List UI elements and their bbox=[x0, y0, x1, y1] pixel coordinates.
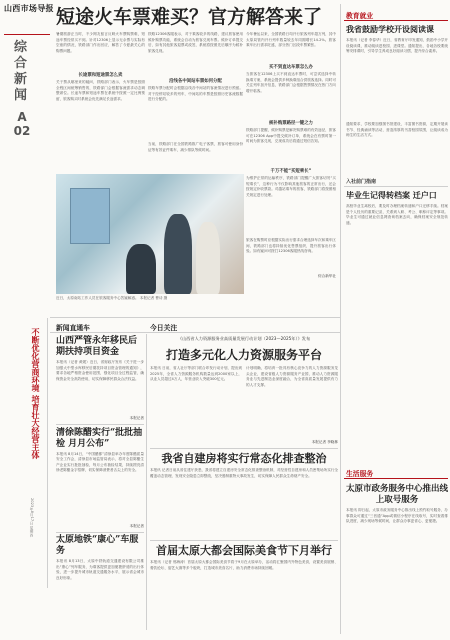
lead-col-3 bbox=[246, 32, 336, 312]
lead-photo bbox=[56, 174, 244, 294]
brief-text: 本报讯 8月14日，“中国醋都”清徐县举办年度陈醋质量安全工作会，清徐县市场监管局表示，将对全县陈醋生产企业实行批批抽检，每月公布抽检结果，持续擦亮清徐老陈醋金字招牌，切实保障消费者舌尖上的安全。 bbox=[56, 451, 144, 473]
brief-byline: 本报记者 bbox=[129, 523, 144, 528]
divider bbox=[150, 448, 338, 449]
edu-paragraph: 通知要求，学校要加强图书馆建设，丰富图书资源，定期开展读书节、经典诵读等活动，营造浓厚的书香校园氛围，让阅读成为师生的生活方式。 bbox=[346, 122, 448, 138]
divider bbox=[56, 424, 144, 425]
lead-paragraph: 铁路车票分配时会根据沿线各中间站的客流情况进行预留。对于经停站较多的列车，中间站的车票是按照历史客流数据进行分配的。 bbox=[148, 86, 243, 102]
lead-paragraph: 当前，铁路部门在全国铁路推广电子客票，旅客可使用身份证等有效证件乘车，减少排队等候时间。 bbox=[148, 142, 243, 152]
lead-subhead: 千万不能“买短乘长” bbox=[270, 169, 312, 174]
lead-subhead: 沿线各中间站车票如何分配 bbox=[169, 79, 222, 84]
brief-title: 山西严管永年移民后期扶持项目资金 bbox=[56, 336, 138, 357]
lead-paragraph: 旅客在购票时应根据实际出行需求合理选择车次和乘车区间，铁路部门也将持续优化售票组织，提升旅客出行体验。如有疑问可拨打12306客服热线咨询。 bbox=[246, 238, 336, 254]
divider bbox=[50, 317, 340, 318]
lead-col-2 bbox=[148, 32, 243, 172]
service-paragraph: 本报讯 即日起，太原市政务服务中心推出线上预约取号服务，办事群众可通过“三晋通”App或微信小程序在线取号，实时查看排队进度，减少现场等候时间，让群众办事更省心、更便捷。 bbox=[346, 508, 448, 524]
brief-text: 本报讯（记者 黄媛）近日，省财政厅发布《关于进一步加强大中型水库移民后期扶持项目资金管理的通知》，要求各地严格资金使用范围，强化项目全过程监管，确保资金安全高效使用，切实保障移民群众合法权益。 bbox=[56, 360, 144, 381]
masthead bbox=[4, 4, 54, 174]
lead-paragraph: 今年暑运以来，全国铁路日均开行旅客列车超万列，其中太原局管内开行列车数量较去年同期增长14.2%。旅客乘车出行需求旺盛，部分热门区段车票紧张。 bbox=[246, 32, 336, 48]
label-education: 教育就业 bbox=[346, 12, 374, 20]
brief-byline: 本报记者 bbox=[129, 416, 144, 420]
lead-paragraph: 为维护正常的运输秩序，铁路部门提醒广大旅客切勿“买短乘长”，这种行为不仅影响其他旅客的正常出行，还会按规定补收票款。对越站乘车的旅客，铁路部门将按照相关规定进行处理。 bbox=[246, 176, 336, 197]
header-rule bbox=[4, 34, 50, 35]
mid-byline: 本报记者 李晓林 bbox=[311, 440, 338, 444]
divider bbox=[146, 334, 147, 630]
lead-headline: 短途火车票难买？官方解答来了 bbox=[56, 6, 323, 28]
lead-subhead: 长途票和短途票怎么卖 bbox=[78, 73, 123, 78]
divider bbox=[56, 532, 144, 533]
photo-figure bbox=[126, 244, 156, 294]
label-entry-guide: 入社前门指南 bbox=[346, 179, 377, 185]
mid-headline-2: 我省自建房将实行常态化排查整治 bbox=[161, 452, 327, 465]
mid-headline: 打造多元化人力资源服务平台 bbox=[165, 348, 322, 362]
divider bbox=[344, 20, 448, 21]
lead-paragraph: 暑期旅游正当时，不少网友留言反映火车票购票难，短途车票经常买不到。针对12306上显示无余票与实际有空座的情况，铁路部门作出回应，解答了今夏最关心的购票问题。 bbox=[56, 32, 145, 53]
lead-byline: 综合新华社 bbox=[318, 274, 336, 278]
slogan-panel bbox=[0, 318, 48, 588]
briefs-column bbox=[56, 336, 144, 626]
brief-title: 清徐陈醋实行“批批抽检 月月公布” bbox=[56, 427, 143, 449]
mid-banner: 《山西省人力资源服务业高质量发展行动计划（2023—2025年）》发布 bbox=[177, 336, 311, 341]
brief-title: 太原地铁“康心”车服务 bbox=[56, 535, 139, 557]
lead-paragraph: 当旅客在12306上买不到直达车票时，可尝试选择中转换乘方案，系统会提供多种换乘组合供旅客选择。同时可关注列车加开信息，铁路部门会根据售票情况在热门方向增开临客。 bbox=[246, 72, 336, 93]
divider bbox=[344, 186, 448, 187]
mid-headline-3: 首届太原大都会国际美食节下月举行 bbox=[156, 544, 332, 557]
newspaper-logo: 山西市场导报 bbox=[4, 3, 54, 13]
lead-paragraph: 铁路部门提醒，候补购票是解决购票难的有效途径，旅客可在12306 App中提交候补订单，系统会在有票时第一时间为旅客兑现，兑现成功后将通过短信告知。 bbox=[246, 128, 336, 144]
mid-paragraph: 本报讯 记者日前从省住建厅获悉，我省将建立自建房安全常态化排查整治机制，对经营性自建房和人员密集场所实行全覆盖动态管理，发现安全隐患立即整改，坚决遏制重特大事故发生，切实保障人民群众生命财产安全。 bbox=[150, 468, 338, 478]
date-strip: 2023年8月17日 星期四 bbox=[30, 498, 34, 537]
label-today-focus: 今日关注 bbox=[150, 324, 178, 332]
brief-text: 本报讯 8月13日，太原中铁轨道交通建设有限公司推出“康心”列车服务，为乘客提供更加便捷舒适的出行体验，进一步提升城市轨道交通服务水平，展示省会城市良好形象。 bbox=[56, 559, 144, 580]
edu-paragraph: 本报讯（记者 李春华）近日，省教育厅印发通知，鼓励中小学开设阅读课，推动阅读进校园、进课堂。通知提出，各地各校要统筹安排课时，引导学生养成良好阅读习惯，提升综合素养。 bbox=[346, 38, 448, 54]
lead-subhead: 买不到直达车票怎么办 bbox=[269, 65, 313, 70]
divider bbox=[340, 4, 341, 634]
divider bbox=[150, 540, 338, 541]
photo-figure bbox=[196, 222, 220, 294]
edu-headline: 我省鼓励学校开设阅读课 bbox=[346, 24, 434, 34]
mid-paragraph: 本报讯 日前，省人社厅等部门联合印发行动计划，提出到2025年，全省人力资源服务机构数量达到2000家以上，从业人员超过4万人，年营业收入突破300亿元。 bbox=[150, 366, 242, 382]
lead-paragraph: 关于票从哪里来的疑问，铁路部门表示，火车票是按照全程区间统筹销售的，铁路部门会根据客流需求动态调整席位。长途车票和短途车票在系统中按照一定比例预留，旅客购买时系统会优先满足长途需求。 bbox=[56, 80, 145, 101]
photo-screen bbox=[70, 188, 110, 244]
photo-caption: 近日，太原南站工作人员在旅客服务中心答疑解惑。 本报记者 曹诗 摄 bbox=[56, 296, 168, 300]
photo-figure bbox=[164, 214, 192, 294]
label-life-service: 生活服务 bbox=[346, 470, 374, 478]
divider bbox=[344, 478, 448, 479]
lead-paragraph: 铁路12306客服表示，对于乘客较多的线路，建议旅客使用候补购票功能，系统会自动为旅客兑现车票。候补订单提交后，如有其他旅客退票或改签，系统将按照先后顺序为候补旅客兑现。 bbox=[148, 32, 243, 53]
lead-col-1 bbox=[56, 32, 145, 172]
section-title: 综合新闻 bbox=[14, 40, 28, 103]
mid-paragraph: 计划明确，将培育一批具有核心竞争力的人力资源服务龙头企业，建设省级人力资源服务产业园，推动人力资源服务业与先进制造业深度融合，为全省高质量发展提供有力的人才支撑。 bbox=[246, 366, 338, 387]
slogan-text: 不断优化营商环境 培育壮大经营主体 bbox=[31, 328, 40, 459]
divider bbox=[50, 332, 340, 333]
job-headline: 毕业生记得转档案 迁户口 bbox=[346, 190, 437, 200]
job-paragraph: 高校毕业生离校后，要及时办理档案转递和户口迁移手续。档案是个人经历的重要记录，关系到入职、考公、职称评定等事项。毕业生可通过就业信息网查询档案去向，确保档案安全规范转递。 bbox=[346, 204, 448, 225]
page-number: A 02 bbox=[13, 110, 31, 138]
label-news-train: 新闻直通车 bbox=[56, 324, 90, 332]
lead-subhead: 候补购票路径一键之力 bbox=[269, 121, 313, 126]
mid-paragraph: 本报讯（记者 邢海涛）首届太原大都会国际美食节将于9月在太原举办，活动将汇聚国内外特色美食，设置美食展销、餐饮论坛、厨艺大赛等多个板块，打造城市美食名片，助力消费市场持续回暖。 bbox=[150, 560, 338, 570]
service-headline: 太原市政务服务中心推出线上取号服务 bbox=[346, 484, 449, 505]
